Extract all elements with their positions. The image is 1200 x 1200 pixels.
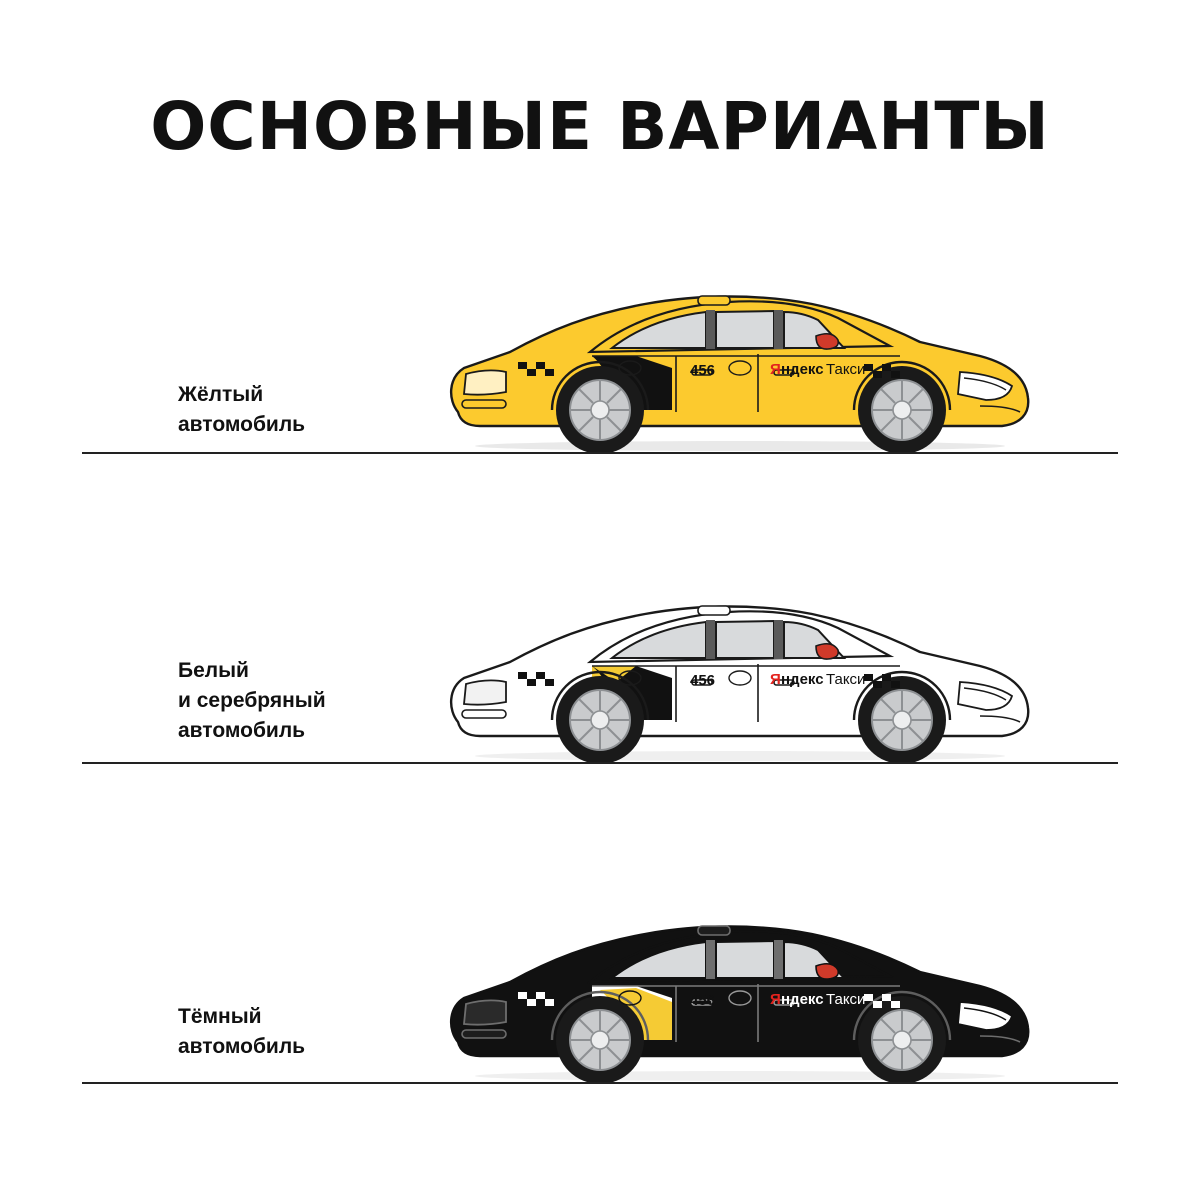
door-number: 456 <box>690 672 716 689</box>
row-label-line3: автомобиль <box>178 719 306 742</box>
row-label-yellow <box>178 380 305 440</box>
row-label-line1: Белый <box>178 659 249 682</box>
row-label-white <box>178 656 326 746</box>
svg-text:ндекс: ндекс <box>781 671 824 688</box>
variant-row-white <box>0 560 1200 770</box>
row-label-line2: автомобиль <box>178 1035 306 1058</box>
svg-text:ндекс: ндекс <box>781 361 824 378</box>
door-number: 456 <box>690 992 716 1009</box>
svg-text:Я: Я <box>770 361 781 378</box>
svg-text:ндекс: ндекс <box>781 991 824 1008</box>
row-label-line2: и серебряный <box>178 689 326 712</box>
row-divider-white <box>82 762 1118 764</box>
row-divider-dark <box>82 1082 1118 1084</box>
svg-text:Такси: Такси <box>826 671 866 688</box>
car-illustration-dark <box>440 890 1040 1090</box>
variant-row-yellow <box>0 250 1200 460</box>
page-title: ОСНОВНЫЕ ВАРИАНТЫ <box>150 88 1050 165</box>
row-label-line1: Тёмный <box>178 1005 262 1028</box>
svg-text:Я: Я <box>770 671 781 688</box>
car-illustration-yellow <box>440 260 1040 460</box>
svg-text:Такси: Такси <box>826 991 866 1008</box>
car-illustration-white <box>440 570 1040 770</box>
door-number: 456 <box>690 362 716 379</box>
row-label-dark <box>178 1002 305 1062</box>
row-divider-yellow <box>82 452 1118 454</box>
variant-row-dark <box>0 880 1200 1090</box>
svg-text:Я: Я <box>770 991 781 1008</box>
row-label-line2: автомобиль <box>178 413 306 436</box>
row-label-line1: Жёлтый <box>178 383 264 406</box>
svg-text:Такси: Такси <box>826 361 866 378</box>
